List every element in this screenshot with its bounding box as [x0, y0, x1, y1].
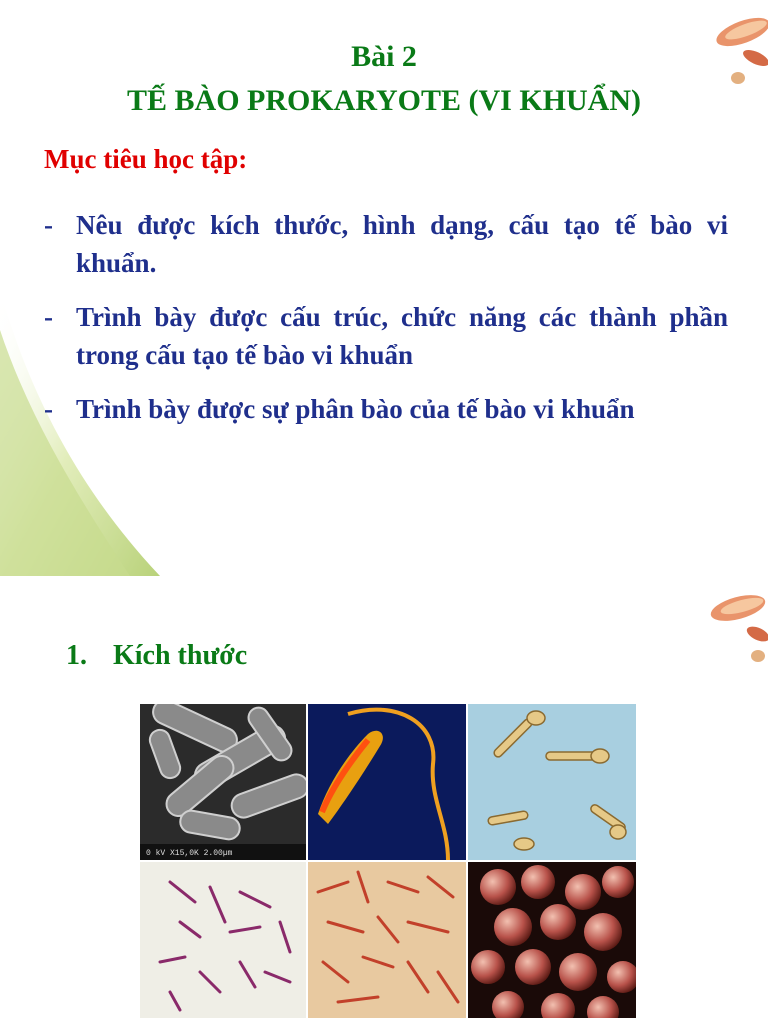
bullet-dash: -	[44, 302, 53, 332]
gram-stain-bacilli-image	[308, 862, 466, 1018]
objective-text: Nêu được kích thước, hình dạng, cấu tạo tế bào vi khuẩn.	[76, 210, 728, 278]
objective-text: Trình bày được cấu trúc, chức năng các thành phần trong cấu tạo tế bào vi khuẩn	[76, 302, 728, 370]
objective-item	[44, 298, 728, 374]
flower-petal-icon	[698, 586, 768, 676]
cocci-cluster-image	[468, 862, 636, 1018]
bullet-dash: -	[44, 210, 53, 240]
objective-item	[44, 206, 728, 282]
section-title-text: Kích thước	[113, 640, 248, 671]
slide-2	[0, 586, 768, 1024]
flagellated-bacterium-image	[308, 704, 466, 860]
lesson-number: Bài 2	[351, 40, 417, 73]
rod-bacteria-sem-image	[140, 704, 306, 860]
page-title: TẾ BÀO PROKARYOTE (VI KHUẨN)	[127, 84, 641, 117]
objective-text: Trình bày được sự phân bào của tế bào vi khuẩn	[76, 394, 635, 424]
section-heading	[66, 640, 247, 672]
bullet-dash: -	[44, 394, 53, 424]
bacteria-image-grid	[140, 704, 634, 1018]
spore-forming-bacteria-image	[468, 704, 636, 860]
scale-caption: 0 kV X15,0K 2.00µm	[146, 849, 233, 858]
objective-item	[44, 390, 728, 428]
stained-rods-light-micrograph-image	[140, 862, 306, 1018]
slide-separator	[0, 576, 768, 586]
section-number: 1.	[66, 640, 87, 671]
objectives-list	[44, 206, 728, 444]
objectives-heading: Mục tiêu học tập:	[44, 144, 248, 174]
